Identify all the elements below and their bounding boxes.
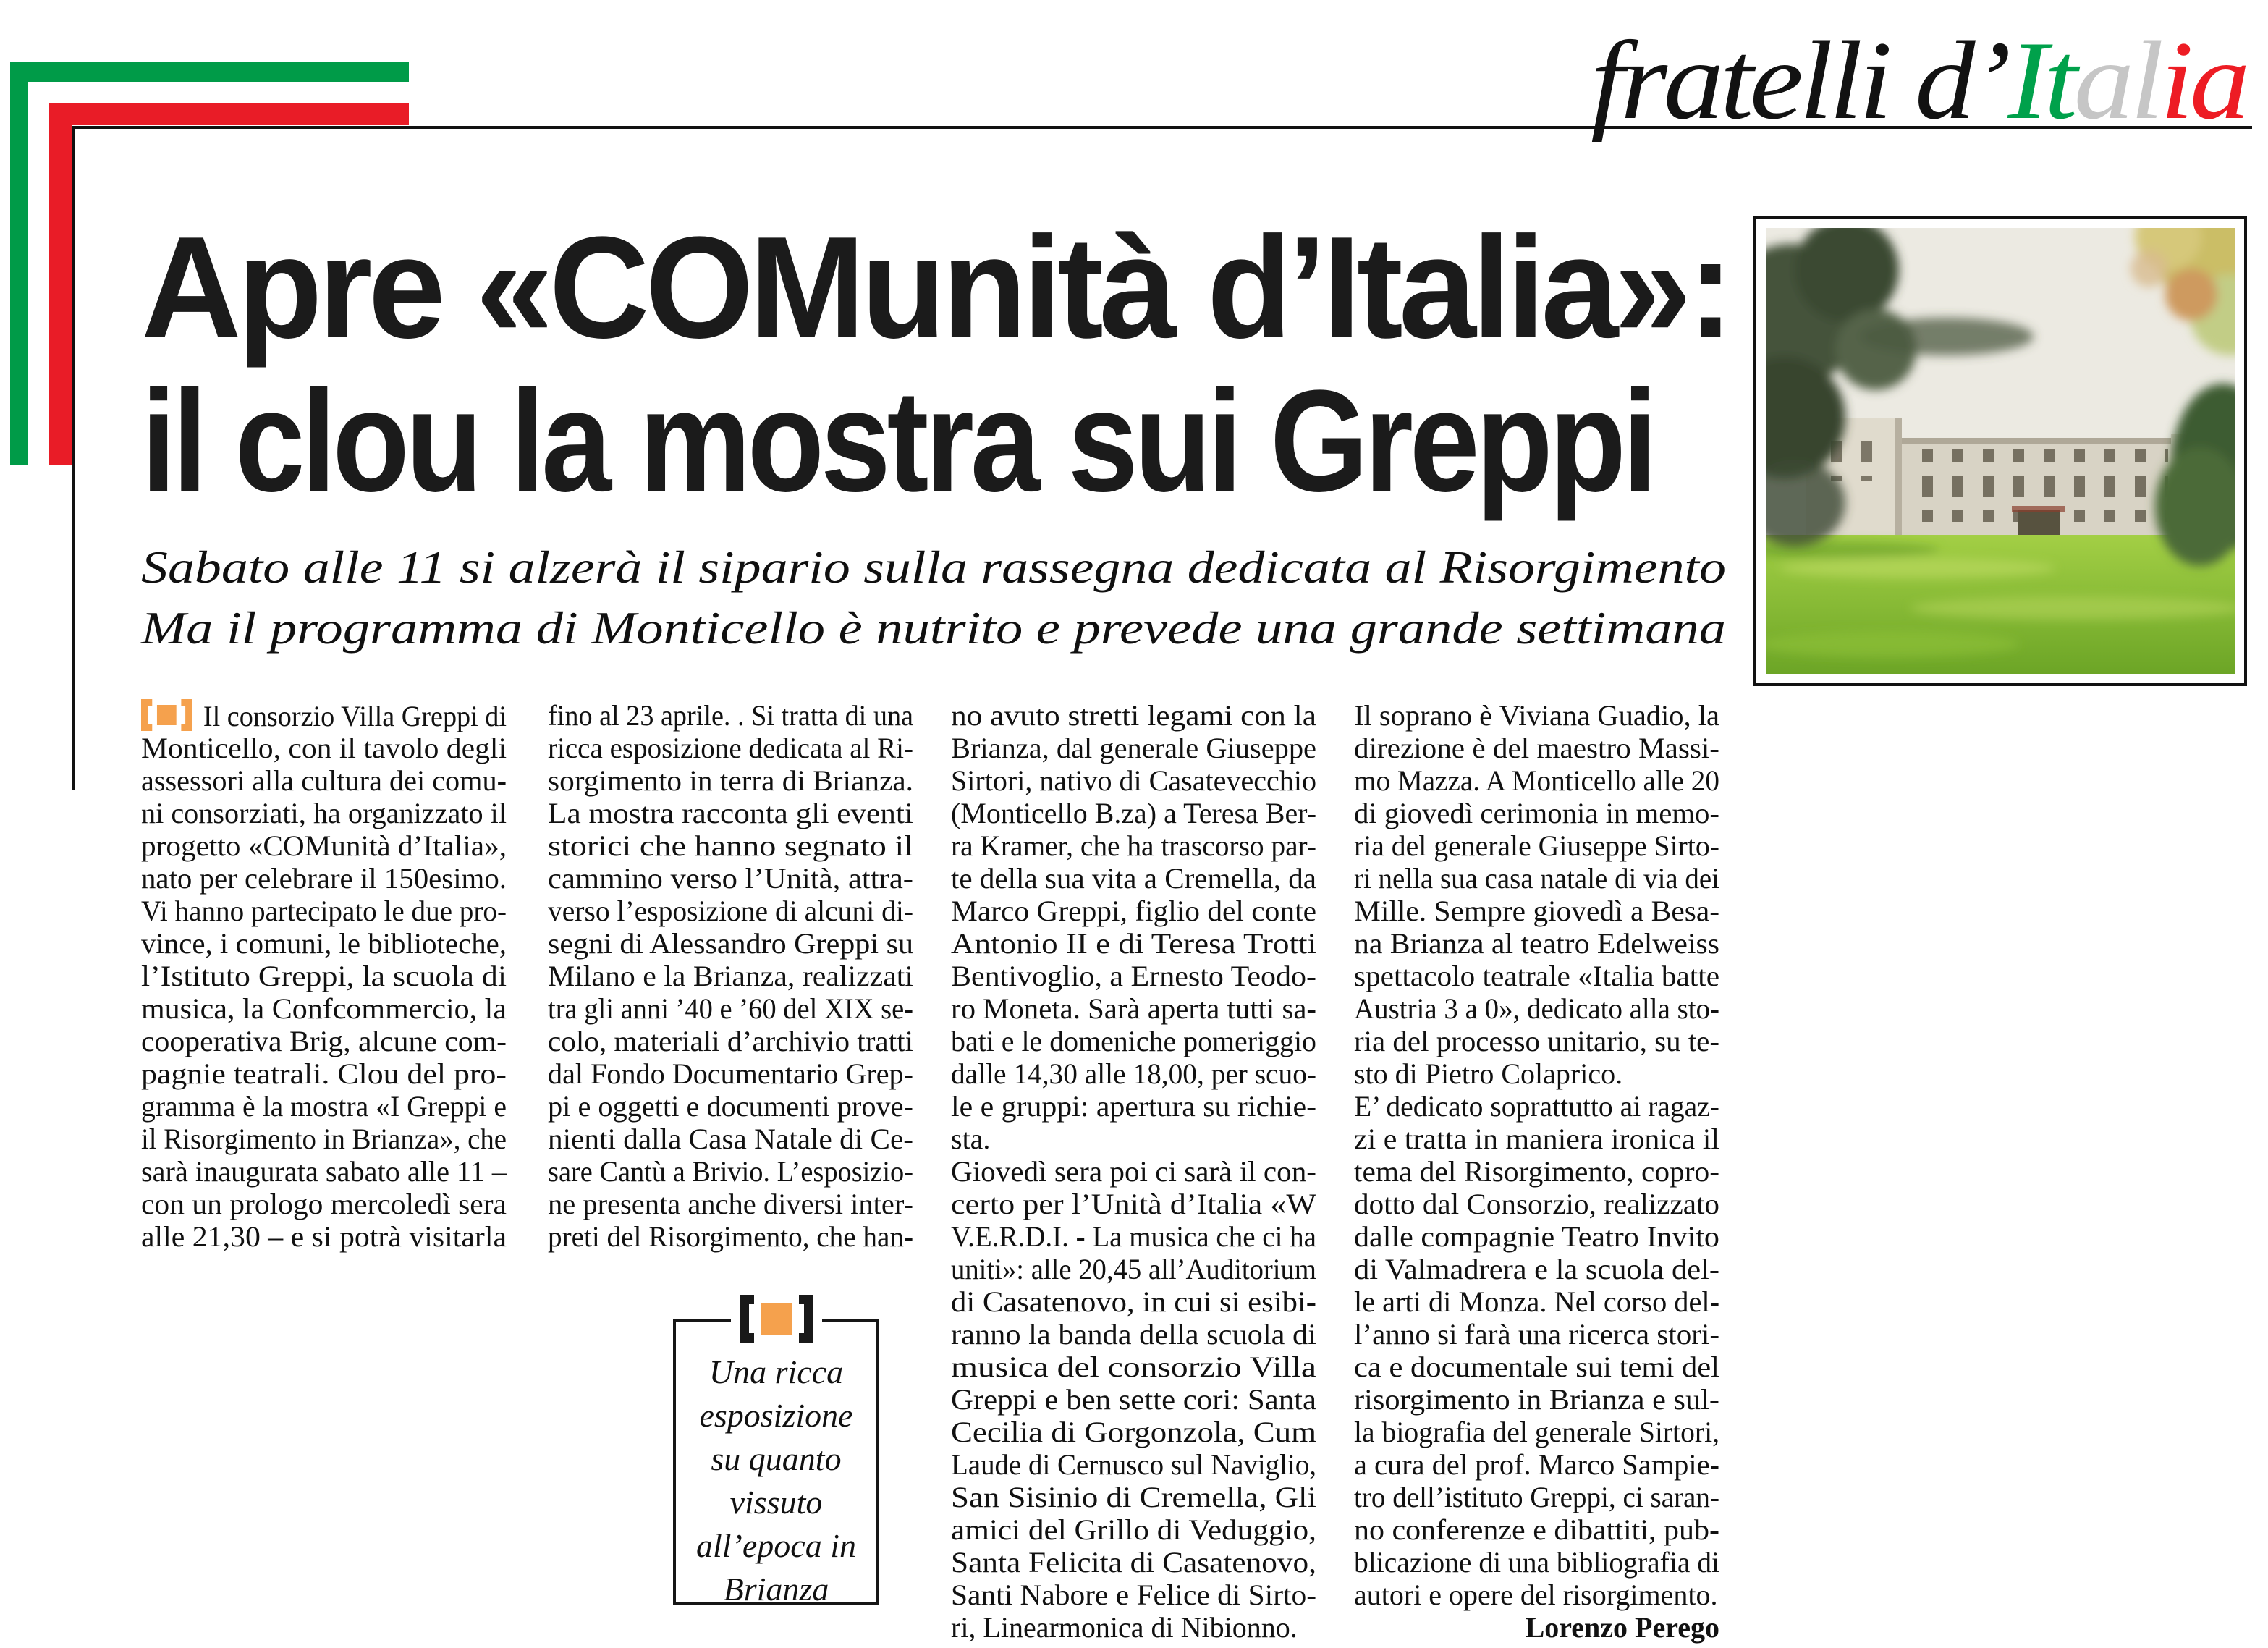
body-text-line: musica del consorzio Villa [951,1351,1316,1383]
body-text-line: te della sua vita a Cremella, da [951,862,1316,895]
body-text-line: sarà inaugurata sabato alle 11 – [141,1155,507,1188]
body-text-line: preti del Risorgimento, che han- [548,1220,913,1253]
body-text-line: certo per l’Unità d’Italia «W [951,1188,1316,1220]
body-text-line: di giovedì cerimonia in memo- [1354,797,1719,829]
body-text-line: ricca esposizione dedicata al Ri- [548,732,913,764]
body-text-line: V.E.R.D.I. - La musica che ci ha [951,1220,1316,1253]
body-text-line: uniti»: alle 20,45 all’Auditorium [951,1253,1316,1285]
body-text-line: autori e opere del risorgimento. [1354,1579,1718,1611]
body-text-line: tro dell’istituto Greppi, ci saran- [1354,1481,1719,1513]
body-text-line: spettacolo teatrale «Italia batte [1354,960,1719,992]
section-marker-icon [141,699,192,731]
body-text-line: Sirtori, nativo di Casatevecchio [951,764,1316,797]
body-text-line: assessori alla cultura dei comu- [141,764,507,797]
body-text-line: cammino verso l’Unità, attra- [548,862,913,895]
body-text-line: mo Mazza. A Monticello alle 20 [1354,764,1719,797]
body-text-line: colo, materiali d’archivio tratti [548,1025,913,1057]
body-text-line: risorgimento in Brianza e sul- [1354,1383,1719,1416]
body-text-line: sare Cantù a Brivio. L’esposizio- [548,1155,913,1188]
body-text-line: Brianza, dal generale Giuseppe [951,732,1316,764]
article-photo-villa-greppi [1753,216,2247,686]
masthead-text-red: ia [2159,18,2246,143]
body-text-line: blicazione di una bibliografia di [1354,1546,1719,1579]
body-text-line: l’anno si farà una ricerca stori- [1354,1318,1719,1351]
headline [141,207,1730,522]
body-text-line: alle 21,30 – e si potrà visitarla [141,1220,507,1253]
body-text-line: ranno la banda della scuola di [951,1318,1316,1351]
pullquote-line: esposizione [699,1397,853,1434]
body-column-4 [1354,699,1719,1644]
pullquote-line: all’epoca in [696,1527,856,1564]
subhead-deck [141,537,1726,659]
masthead-text-black: fratelli d’ [1591,18,2008,143]
body-text-line: Giovedì sera poi ci sarà il con- [951,1155,1316,1188]
pullquote-line: su quanto [711,1440,842,1477]
body-text-line: pi e oggetti e documenti prove- [548,1090,913,1123]
body-text-line: con un prologo mercoledì sera [141,1188,507,1220]
body-text-line: fino al 23 aprile. . Si tratta di una [548,699,913,732]
flag-ribbon-green-left [10,62,28,465]
pullquote-text [676,1351,876,1611]
body-text-line: ne presenta anche diversi inter- [548,1188,913,1220]
body-text-line: sto di Pietro Colaprico. [1354,1057,1623,1090]
body-text-line: Greppi e ben sette cori: Santa [951,1383,1316,1416]
pullquote-box [673,1319,879,1605]
body-text-line: cooperativa Brig, alcune com- [141,1025,507,1057]
body-text-line: vince, i comuni, le biblioteche, [141,927,507,960]
pullquote-marker-icon [731,1295,822,1343]
body-text-line: zi e tratta in maniera ironica il [1354,1123,1719,1155]
body-text-line: ria del generale Giuseppe Sirto- [1354,829,1719,862]
body-text-line: Austria 3 a 0», dedicato alla sto- [1354,992,1719,1025]
pullquote-line: Brianza [723,1571,829,1607]
body-text-line: gramma è la mostra «I Greppi e [141,1090,507,1123]
body-text-line: bati e le domeniche pomeriggio [951,1025,1316,1057]
body-text-line: dal Fondo Documentario Grep- [548,1057,913,1090]
body-text-line: Antonio II e di Teresa Trotti [951,927,1316,960]
body-text-line: pagnie teatrali. Clou del pro- [141,1057,507,1090]
body-column-2 [548,699,913,1253]
flag-ribbon-red-left [49,103,72,465]
subhead-line-2: Ma il programma di Monticello è nutrito e prevede una grande settimana [141,602,1726,654]
flag-ribbon-red-top [49,103,409,125]
body-text-line: ria del processo unitario, su te- [1354,1025,1719,1057]
body-text-line: ra Kramer, che ha trascorso par- [951,829,1316,862]
masthead-text-gray: al [2073,18,2160,143]
pullquote-line: Una ricca [708,1353,844,1390]
orange-square-icon [761,1303,792,1335]
byline: Lorenzo Perego [1525,1611,1719,1644]
body-text-line: ca e documentale sui temi del [1354,1351,1719,1383]
body-text-line: Laude di Cernusco sul Naviglio, [951,1448,1316,1481]
body-text-line: amici del Grillo di Veduggio, [951,1513,1316,1546]
body-text-line: Santa Felicita di Casatenovo, [951,1546,1316,1579]
body-text-line: tema del Risorgimento, copro- [1354,1155,1719,1188]
body-text-line: dalle 14,30 alle 18,00, per scuo- [951,1057,1316,1090]
body-text-line: il Risorgimento in Brianza», che [141,1123,507,1155]
body-text-line: storici che hanno segnato il [548,829,913,862]
body-text-line: nato per celebrare il 150esimo. [141,862,507,895]
pullquote-line: vissuto [729,1484,823,1521]
body-text-line: a cura del prof. Marco Sampie- [1354,1448,1719,1481]
body-text-line: sta. [951,1123,991,1155]
body-text-line: Monticello, con il tavolo degli [141,732,507,764]
body-text-line: ro Moneta. Sarà aperta tutti sa- [951,992,1316,1025]
body-text-line: na Brianza al teatro Edelweiss [1354,927,1719,960]
body-text-line: tra gli anni ’40 e ’60 del XIX se- [548,992,913,1025]
bracket-left-icon [740,1295,754,1343]
subhead-line-1: Sabato alle 11 si alzerà il sipario sulla rassegna dedicata al Risorgimento [141,541,1726,593]
masthead-logo [1591,18,2246,164]
body-text-line: direzione è del maestro Massi- [1354,732,1719,764]
body-text-line: E’ dedicato soprattutto ai ragaz- [1354,1090,1719,1123]
body-text-line: no avuto stretti legami con la [951,699,1316,732]
body-text-line: ri, Linearmonica di Nibionno. [951,1611,1298,1644]
body-text-line: segni di Alessandro Greppi su [548,927,913,960]
body-text-line: (Monticello B.za) a Teresa Ber- [951,797,1316,829]
body-text-line: Il consorzio Villa Greppi di [141,699,507,732]
body-text-line: le e gruppi: apertura su richie- [951,1090,1316,1123]
body-column-1 [141,699,507,1253]
body-text-line: Cecilia di Gorgonzola, Cum [951,1416,1316,1448]
body-text-line: Bentivoglio, a Ernesto Teodo- [951,960,1316,992]
body-text-line: no conferenze e dibattiti, pub- [1354,1513,1719,1546]
body-text-line: Milano e la Brianza, realizzati [548,960,913,992]
body-text-line: Mille. Sempre giovedì a Besa- [1354,895,1719,927]
masthead-text-green: It [2007,18,2074,143]
body-text-line: Vi hanno partecipato le due pro- [141,895,507,927]
article-left-rule [72,126,75,790]
bracket-right-icon [799,1295,813,1343]
body-text-line: di Casatenovo, in cui si esibi- [951,1285,1316,1318]
body-text-line: Santi Nabore e Felice di Sirto- [951,1579,1316,1611]
body-text-line: La mostra racconta gli eventi [548,797,913,829]
body-text-line: le arti di Monza. Nel corso del- [1354,1285,1719,1318]
body-column-3 [951,699,1316,1644]
body-text-line: ni consorziati, ha organizzato il [141,797,507,829]
body-text-line: dalle compagnie Teatro Invito [1354,1220,1719,1253]
body-text-line: di Valmadrera e la scuola del- [1354,1253,1719,1285]
villa-photo-illustration [1766,228,2235,674]
body-text-line: ri nella sua casa natale di via dei [1354,862,1719,895]
headline-line-2: il clou la mostra sui Greppi [141,360,1654,522]
body-text-line: l’Istituto Greppi, la scuola di [141,960,507,992]
body-text-line: Marco Greppi, figlio del conte [951,895,1316,927]
body-text-line: la biografia del generale Sirtori, [1354,1416,1719,1448]
body-text-line: sorgimento in terra di Brianza. [548,764,913,797]
body-text-line: musica, la Confcommercio, la [141,992,507,1025]
flag-ribbon-green-top [10,62,409,82]
body-text-line: nienti dalla Casa Natale di Ce- [548,1123,913,1155]
body-text-line: verso l’esposizione di alcuni di- [548,895,913,927]
body-text-line: progetto «COMunità d’Italia», [141,829,507,862]
body-text-line: San Sisinio di Cremella, Gli [951,1481,1316,1513]
body-text-line: Il soprano è Viviana Guadio, la [1354,699,1719,732]
headline-line-1: Apre «COMunità d’Italia»: [141,207,1730,368]
body-text-line: dotto dal Consorzio, realizzato [1354,1188,1719,1220]
